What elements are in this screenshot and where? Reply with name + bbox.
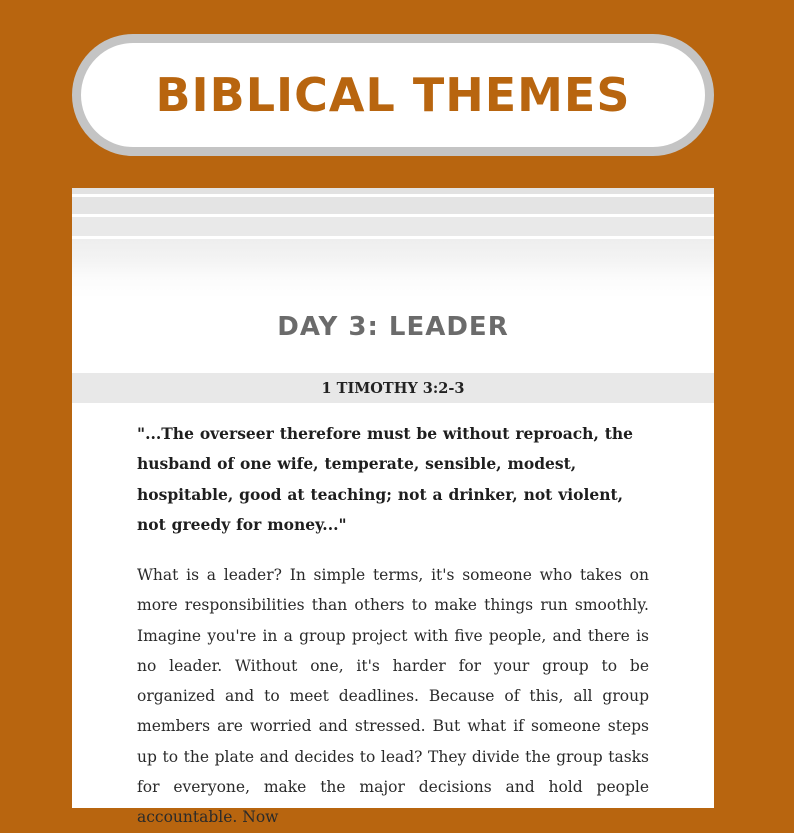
decorative-stripes <box>72 188 714 298</box>
day-title: DAY 3: LEADER <box>277 312 509 342</box>
title-banner <box>72 34 714 156</box>
scripture-reference-band <box>72 373 714 403</box>
scripture-reference: 1 TIMOTHY 3:2-3 <box>321 379 465 397</box>
devotional-card <box>72 188 714 827</box>
body-paragraph: What is a leader? In simple terms, it's someone who takes on more responsibilities than others to make things run smoothly. Imagine you're in a group project with five people, and there is no leader. Without one, it's harder for your group to be organized and to meet deadlines. Because of this, all group members are worried and stressed. But what if someone steps up to the plate and decides to lead? They divide the group tasks for everyone, make the major decisions and hold people accountable. Now <box>137 566 649 827</box>
scripture-quote: "...The overseer therefore must be without reproach, the husband of one wife, temperate, sensible, modest, hospitable, good at teaching; not a drinker, not violent, not greedy for money..." <box>137 424 634 534</box>
page-title: BIBLICAL THEMES <box>155 68 631 122</box>
